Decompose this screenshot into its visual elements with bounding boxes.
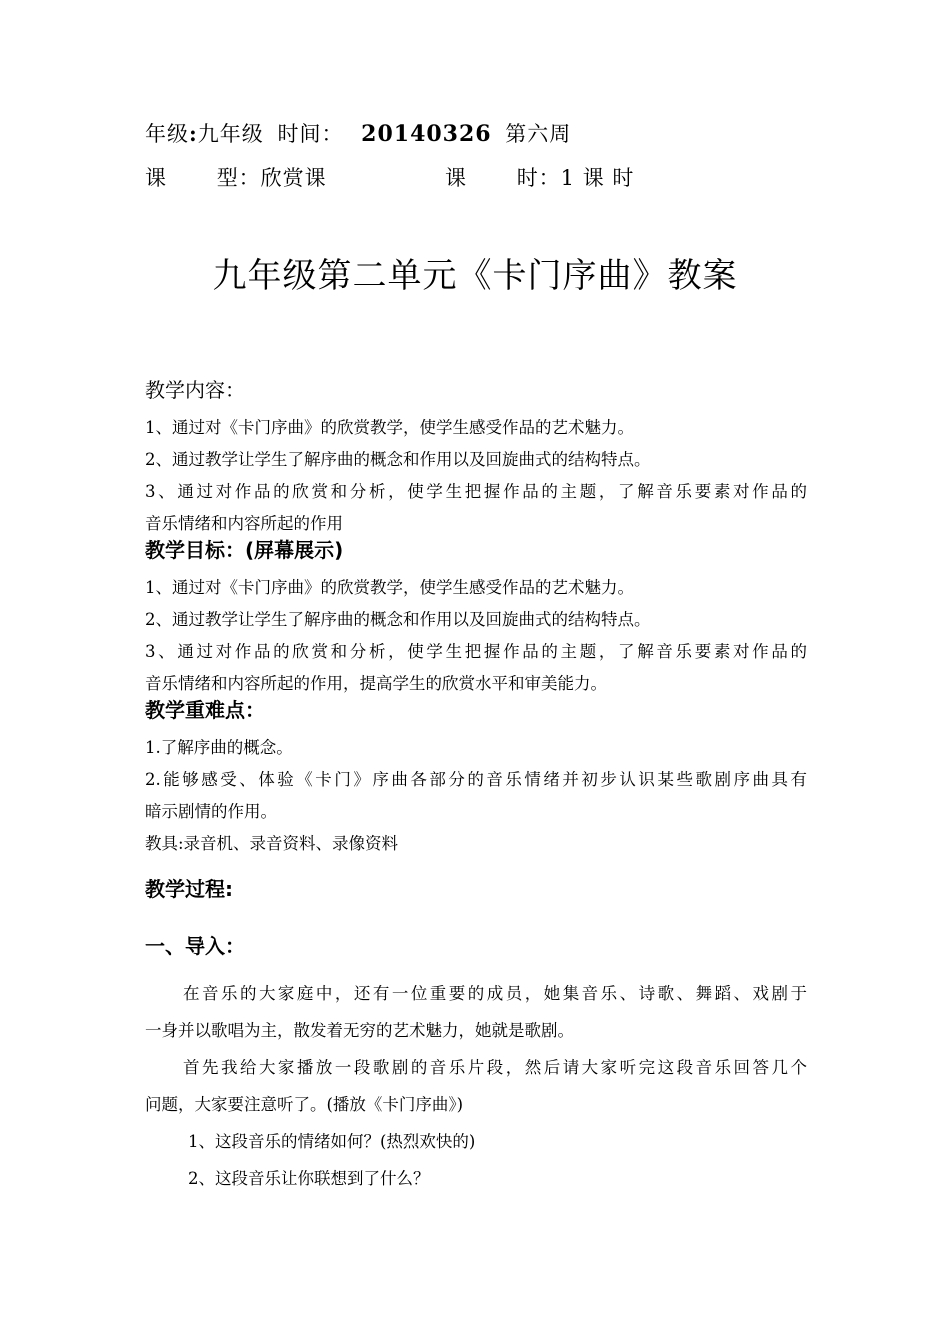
goal-item: 音乐情绪和内容所起的作用，提高学生的欣赏水平和审美能力。 (145, 674, 607, 693)
content-heading: 教学内容： (145, 378, 245, 402)
paragraph-line: 在音乐的大家庭中，还有一位重要的成员，她集音乐、诗歌、舞蹈、戏剧于 (183, 984, 807, 1003)
type-label-first: 课 (145, 166, 167, 190)
question-item: 2、这段音乐让你联想到了什么？ (188, 1169, 430, 1188)
content-item: 1、通过对《卡门序曲》的欣赏教学，使学生感受作品的艺术魅力。 (145, 418, 634, 437)
keypoints-heading: 教学重难点： (145, 698, 265, 722)
period-label-rest: 时：1 课 时 (516, 166, 635, 190)
keypoint-item: 1.了解序曲的概念。 (145, 738, 293, 757)
document-title: 九年级第二单元《卡门序曲》教案 (212, 256, 738, 296)
teaching-tools: 教具:录音机、录音资料、录像资料 (145, 834, 399, 853)
goal-item: 3、通过对作品的欣赏和分析，使学生把握作品的主题，了解音乐要素对作品的 (145, 642, 807, 661)
goal-item: 2、通过教学让学生了解序曲的概念和作用以及回旋曲式的结构特点。 (145, 610, 651, 629)
grade-value: 九年级 (197, 122, 264, 146)
content-item: 2、通过教学让学生了解序曲的概念和作用以及回旋曲式的结构特点。 (145, 450, 651, 469)
section-intro-heading: 一、导入： (145, 934, 245, 958)
keypoint-item: 2.能够感受、体验《卡门》序曲各部分的音乐情绪并初步认识某些歌剧序曲具有 (145, 770, 807, 789)
time-label: 时间： (277, 122, 344, 146)
paragraph-line: 问题，大家要注意听了。(播放《卡门序曲》) (145, 1095, 464, 1114)
week-value: 第六周 (505, 122, 572, 146)
header-grade-line (145, 118, 571, 148)
content-item: 3、通过对作品的欣赏和分析，使学生把握作品的主题，了解音乐要素对作品的 (145, 482, 807, 501)
goals-heading: 教学目标：(屏幕展示) (145, 538, 344, 562)
type-label-rest: 型：欣赏课 (216, 166, 327, 190)
header-type-line (145, 162, 327, 192)
period-label-first: 课 (445, 166, 467, 190)
question-item: 1、这段音乐的情绪如何？(热烈欢快的) (188, 1132, 476, 1151)
content-item: 音乐情绪和内容所起的作用 (145, 514, 343, 533)
paragraph-line: 首先我给大家播放一段歌剧的音乐片段，然后请大家听完这段音乐回答几个 (183, 1058, 807, 1077)
process-heading: 教学过程: (145, 877, 233, 901)
grade-colon: : (189, 121, 198, 146)
keypoint-item: 暗示剧情的作用。 (145, 802, 277, 821)
grade-label: 年级 (145, 122, 189, 146)
paragraph-line: 一身并以歌唱为主，散发着无穷的艺术魅力，她就是歌剧。 (145, 1021, 574, 1040)
header-period-line (445, 162, 634, 192)
goal-item: 1、通过对《卡门序曲》的欣赏教学，使学生感受作品的艺术魅力。 (145, 578, 634, 597)
date-value: 20140326 (361, 121, 492, 147)
